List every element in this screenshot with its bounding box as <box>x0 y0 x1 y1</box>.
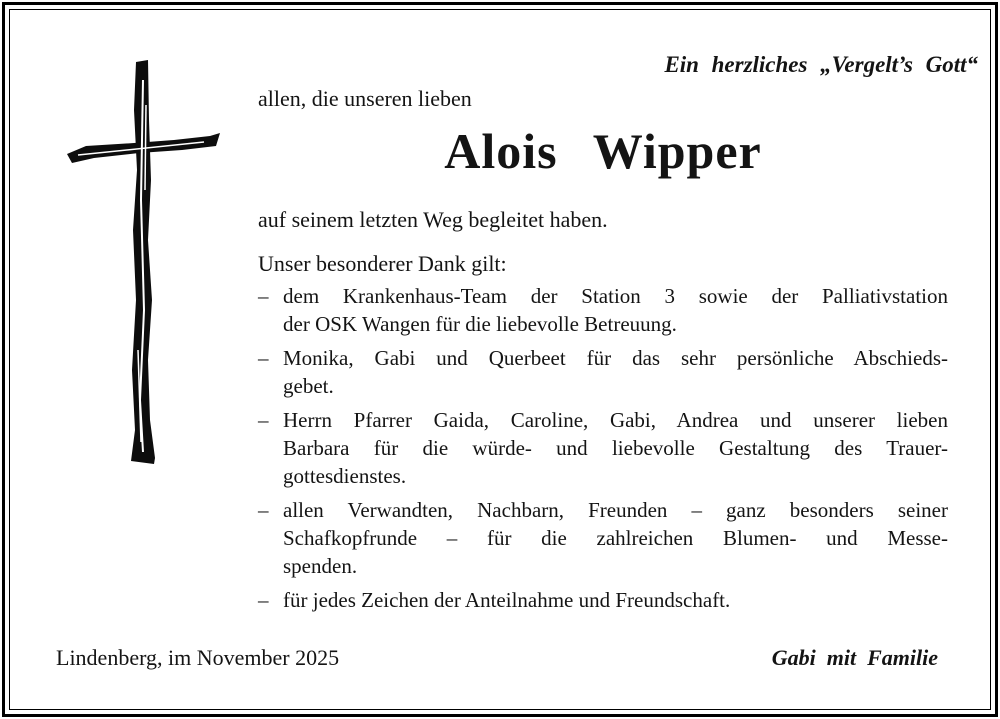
notice-body <box>258 86 948 620</box>
thanks-list-item <box>258 406 948 490</box>
closing-line: auf seinem letzten Weg begleitet haben. <box>258 207 608 232</box>
dash-marker: – <box>258 588 269 612</box>
text-line: Barbara für die würde- und liebevolle Gestaltung des Trauer- <box>283 436 948 460</box>
place-date: Lindenberg, im November 2025 <box>56 645 340 670</box>
thanks-list <box>258 282 948 614</box>
list-item-text <box>283 282 948 338</box>
text-line: gebet. <box>283 374 334 398</box>
thanks-list-item <box>258 282 948 338</box>
text-line: Monika, Gabi und Querbeet für das sehr persönliche Abschieds- <box>283 346 948 370</box>
cross-icon-svg <box>64 50 224 470</box>
list-item-text <box>283 406 948 490</box>
text-line: Herrn Pfarrer Gaida, Caroline, Gabi, Andrea und unserer lieben <box>283 408 948 432</box>
acknowledgement-line: Ein herzliches „Vergelt’s Gott“ <box>664 52 978 77</box>
thanks-list-item <box>258 344 948 400</box>
cross-icon <box>64 50 224 470</box>
thanks-list-item <box>258 496 948 580</box>
text-line: für jedes Zeichen der Anteilnahme und Freundschaft. <box>283 588 731 612</box>
list-item-text <box>283 496 948 580</box>
text-line: allen Verwandten, Nachbarn, Freunden – ganz besonders seiner <box>283 498 948 522</box>
deceased-name: Alois Wipper <box>444 123 762 179</box>
dash-marker: – <box>258 498 269 522</box>
intro-line: allen, die unseren lieben <box>258 86 472 111</box>
text-line: spenden. <box>283 554 358 578</box>
text-line: Schafkopfrunde – für die zahlreichen Blumen- und Messe- <box>283 526 948 550</box>
text-line: gottesdienstes. <box>283 464 407 488</box>
signature: Gabi mit Familie <box>771 645 938 670</box>
dash-marker: – <box>258 346 269 370</box>
thanks-list-item <box>258 586 948 614</box>
text-line: dem Krankenhaus-Team der Station 3 sowie der Palliativstation <box>283 284 948 308</box>
thanks-heading: Unser besonderer Dank gilt: <box>258 251 507 276</box>
dash-marker: – <box>258 284 269 308</box>
text-line: der OSK Wangen für die liebevolle Betreuung. <box>283 312 677 336</box>
list-item-text <box>283 586 948 614</box>
dash-marker: – <box>258 408 269 432</box>
list-item-text <box>283 344 948 400</box>
